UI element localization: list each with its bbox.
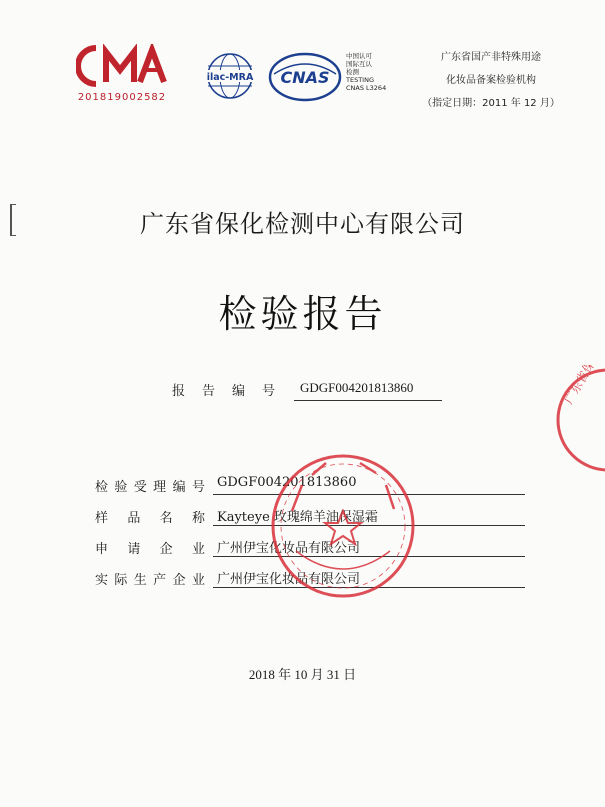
field-label: 检 验 受 理 编 号	[95, 480, 205, 495]
report-date: 2018 年 10 月 31 日	[248, 667, 357, 682]
field-label: 申 请 企 业	[95, 542, 205, 557]
cma-logo	[76, 44, 168, 106]
cnas-side-line: CNAS L3264	[346, 84, 387, 92]
cnas-logo	[268, 52, 342, 102]
edge-seal-icon	[553, 365, 605, 475]
ilac-mra-logo	[200, 50, 260, 106]
report-number-label: 报告编号	[172, 384, 293, 399]
field-value: GDGF004201813860	[217, 475, 357, 490]
cma-number: 201819002582	[77, 92, 167, 103]
company-seal-stamp	[268, 451, 418, 601]
seal-icon	[268, 451, 418, 601]
field-value: Kayteye 玫瑰绵羊油保湿霜	[217, 510, 378, 525]
field-value: 广州伊宝化妆品有限公司	[217, 572, 361, 587]
report-number-value: GDGF004201813860	[300, 380, 414, 395]
field-value: 广州伊宝化妆品有限公司	[217, 541, 361, 556]
designation-text	[416, 46, 566, 115]
company-name: 广东省保化检测中心有限公司	[140, 210, 465, 238]
cnas-logo-text: CNAS	[280, 68, 330, 87]
underline	[294, 400, 442, 401]
cnas-accreditation-text	[346, 52, 394, 92]
designation-line: 化妆品备案检验机构	[446, 75, 536, 86]
cnas-side-line: 中国认可	[346, 52, 372, 60]
cnas-side-line: 检测	[346, 68, 359, 76]
report-title: 检验报告	[218, 292, 387, 336]
ilac-logo-text: ilac-MRA	[206, 72, 254, 83]
edge-seal-text: 广东省保	[561, 365, 598, 407]
cnas-side-line: TESTING	[346, 76, 374, 84]
cnas-side-line: 国际互认	[346, 60, 372, 68]
cma-mark-icon	[76, 44, 168, 88]
edge-seal-stamp	[553, 365, 605, 475]
designation-line: （指定日期：2011 年 12 月）	[422, 98, 560, 109]
field-label: 实 际 生 产 企 业	[95, 573, 205, 588]
designation-line: 广东省国产非特殊用途	[441, 52, 541, 63]
ilac-globe-icon	[200, 50, 260, 106]
cnas-mark-icon	[268, 52, 342, 102]
field-label: 样 品 名 称	[95, 511, 205, 526]
